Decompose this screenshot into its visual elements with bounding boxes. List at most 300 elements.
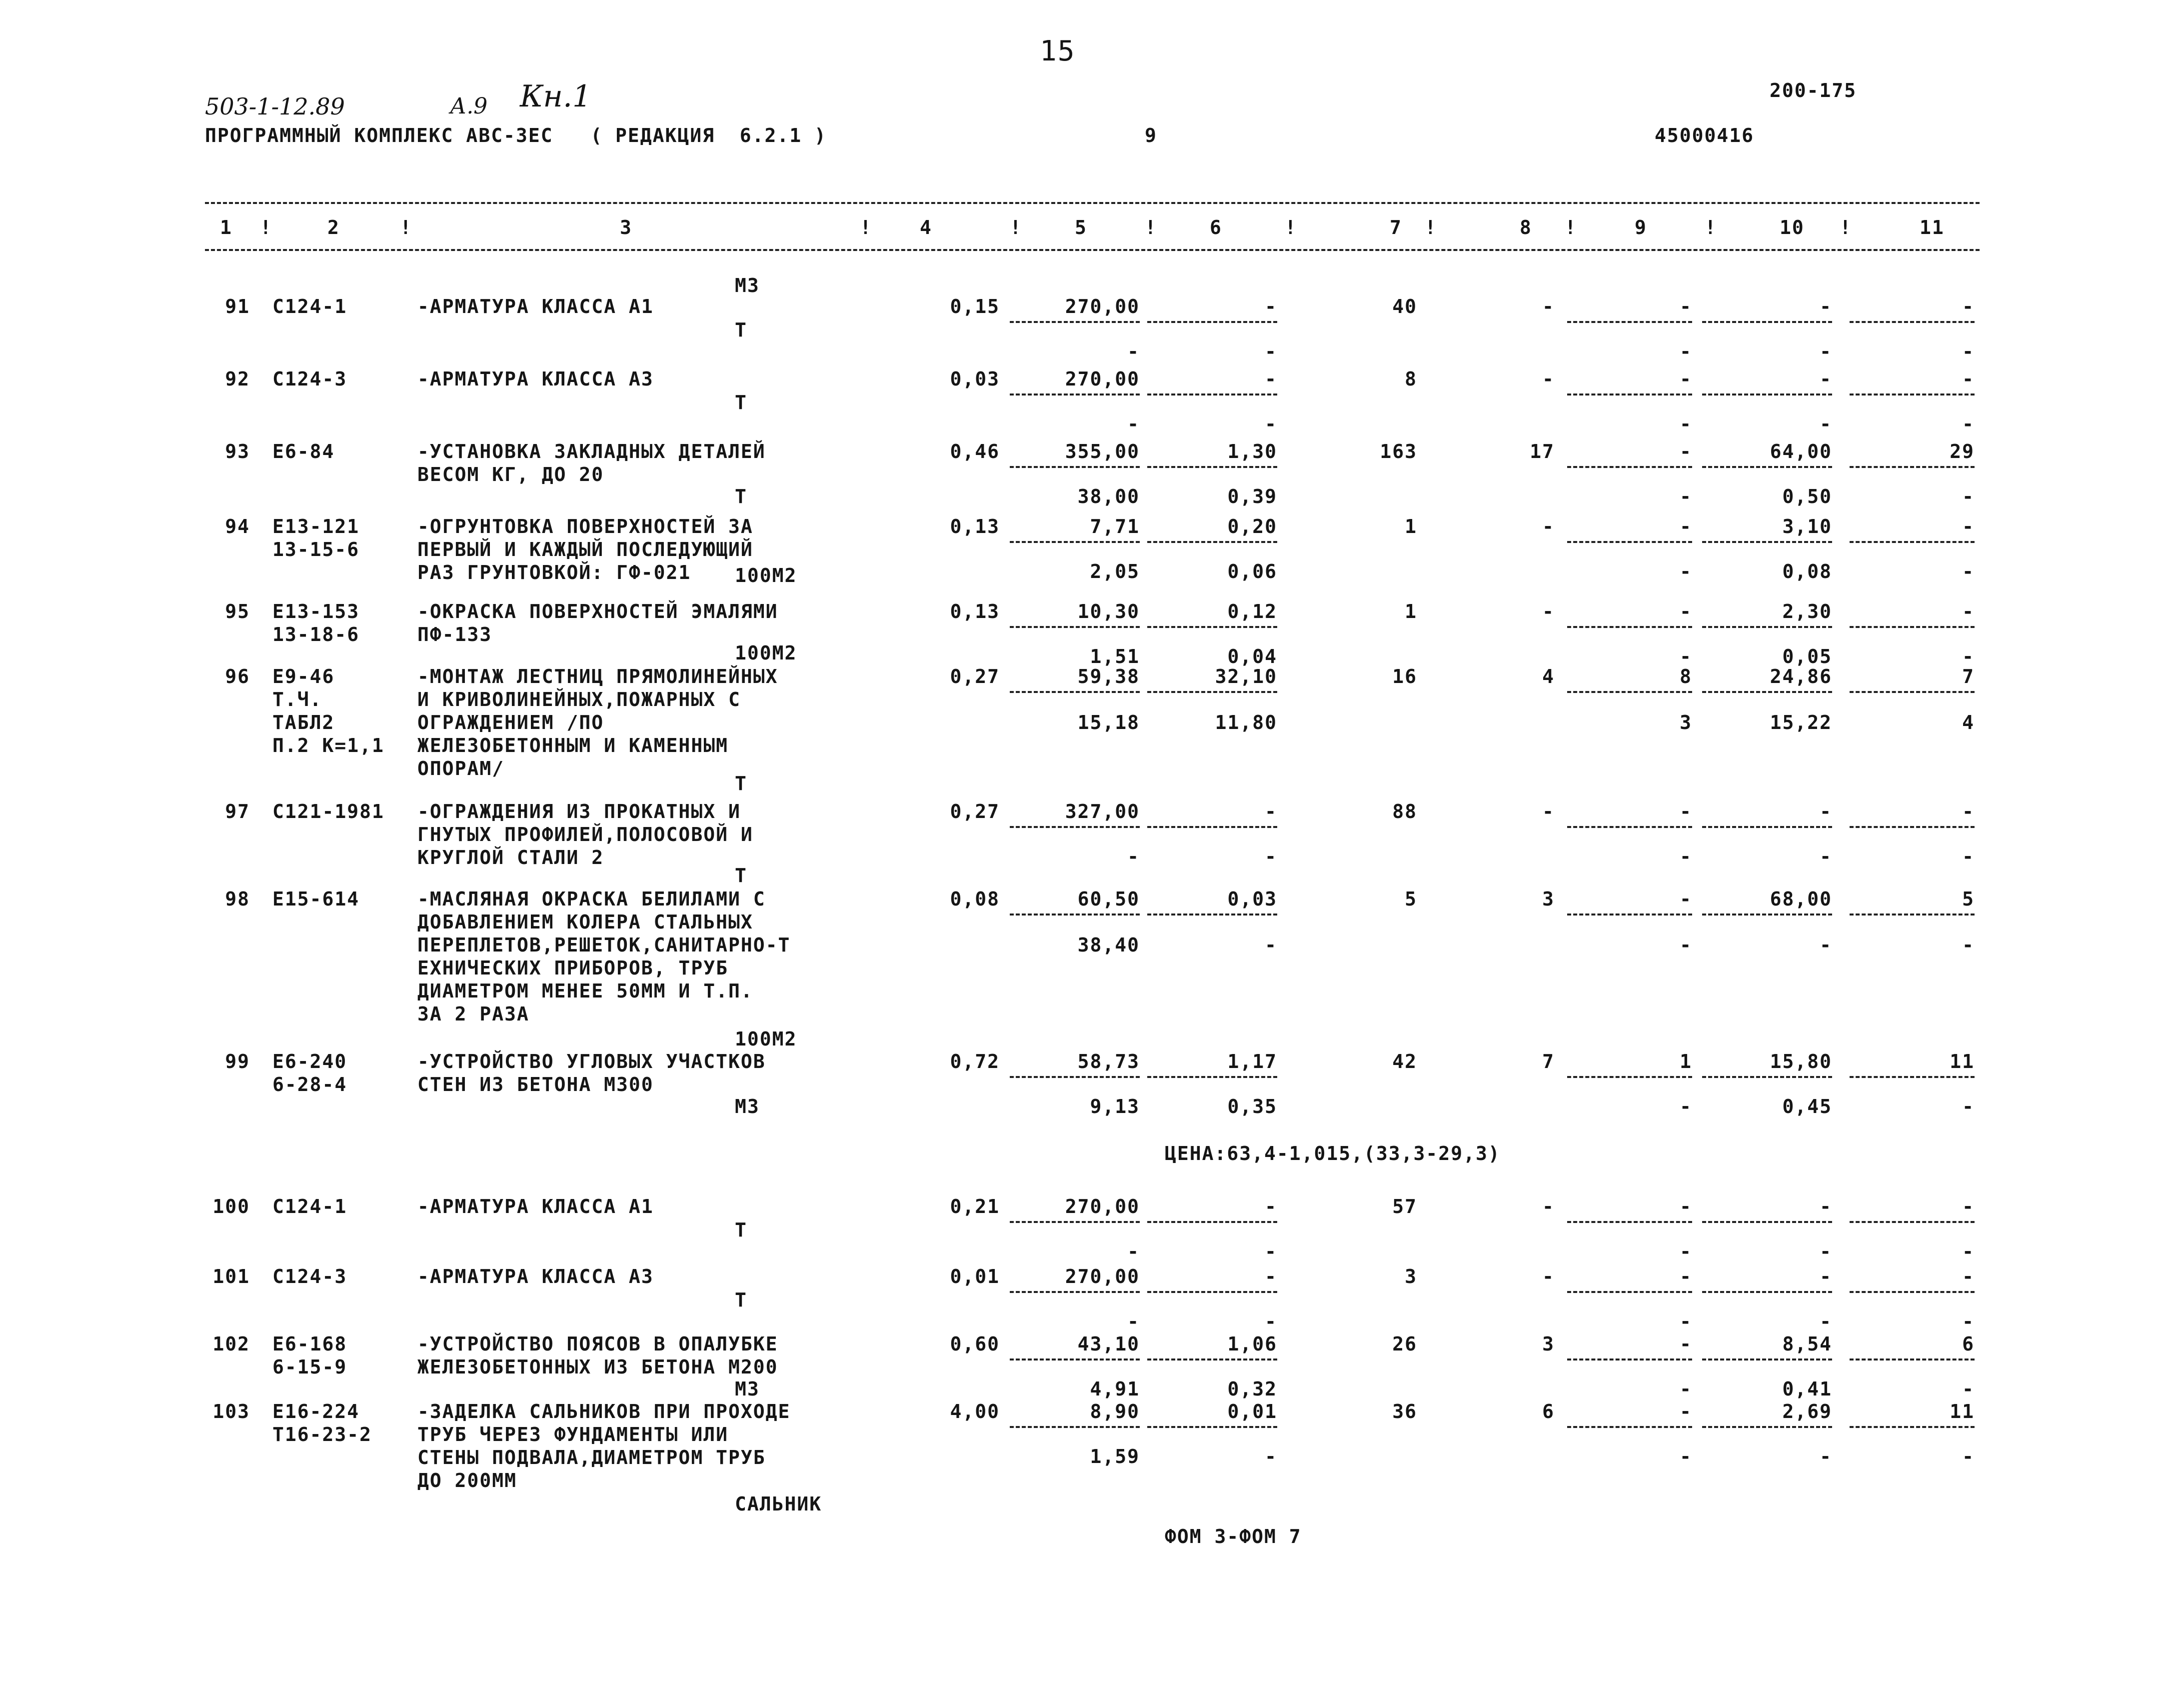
cell-col6: 0,20 [1227,516,1277,538]
cell-col5-second: 1,59 [1090,1446,1140,1468]
cell-col4: 0,13 [950,600,1000,622]
value-underline [1567,541,1692,543]
value-underline [1147,541,1277,543]
row-description: ПФ-133 [417,624,492,646]
row-number: 96 [225,666,250,688]
unit-label: 100М2 [735,642,797,664]
cell-col6: 1,17 [1227,1050,1277,1072]
value-underline [1702,691,1832,693]
cell-col10-second: - [1820,934,1832,956]
cell-col6: 32,10 [1215,666,1277,688]
value-underline [1850,1221,1975,1223]
row-description: ПЕРЕПЛЕТОВ,РЕШЕТОК,САНИТАРНО-Т [417,934,791,956]
value-underline [1850,626,1975,628]
column-separator: ! [1010,216,1022,238]
unit-label: 100М2 [735,1028,797,1050]
column-header-1: 1 [220,216,232,238]
cell-col4: 0,72 [950,1050,1000,1072]
value-underline [1702,1358,1832,1360]
unit-label: М3 [735,1096,760,1118]
cell-col11: 29 [1950,440,1975,462]
document-number: 200-175 [1770,80,1857,102]
cell-col11-second: - [1962,560,1975,582]
cell-col5: 7,71 [1090,516,1140,538]
cell-col11: - [1962,600,1975,622]
row-description: -УСТРОЙСТВО УГЛОВЫХ УЧАСТКОВ [417,1050,766,1072]
value-underline [1010,914,1140,916]
value-underline [1567,691,1692,693]
cell-col7: 36 [1392,1400,1417,1422]
row-description: РАЗ ГРУНТОВКОЙ: ГФ-021 [417,562,691,584]
value-underline [1010,626,1140,628]
unit-label: Т [735,772,747,794]
value-underline [1010,1076,1140,1078]
cell-col5: 270,00 [1065,296,1140,318]
cell-col4: 0,08 [950,888,1000,910]
cell-col10-second: 0,41 [1782,1378,1832,1400]
cell-col4: 4,00 [950,1400,1000,1422]
value-underline [1702,914,1832,916]
unit-label: САЛЬНИК [735,1493,822,1515]
column-header-6: 6 [1210,216,1222,238]
handwritten-book: Кн.1 [520,79,592,114]
footer-note: ФОМ 3-ФОМ 7 [1165,1526,1302,1548]
cell-col8: - [1542,296,1555,318]
cell-col7: 26 [1392,1333,1417,1355]
column-separator: ! [1145,216,1157,238]
value-underline [1702,1426,1832,1428]
cell-col11: - [1962,1196,1975,1218]
row-description: ЗА 2 РАЗА [417,1003,529,1025]
cell-col10: 15,80 [1770,1050,1832,1072]
cell-col4: 0,27 [950,800,1000,822]
cell-col6: 1,06 [1227,1333,1277,1355]
document-code: 45000416 [1655,124,1755,146]
cell-col4: 0,27 [950,666,1000,688]
cell-col10: 24,86 [1770,666,1832,688]
value-underline [1147,826,1277,828]
cell-col11-second: - [1962,846,1975,868]
cell-col8: - [1542,1266,1555,1288]
cell-col11: 11 [1950,1400,1975,1422]
value-underline [1702,1291,1832,1293]
cell-col8: 3 [1542,888,1555,910]
cell-col11-second: - [1962,1378,1975,1400]
cell-col11-second: 4 [1962,712,1975,734]
cell-col11: - [1962,516,1975,538]
row-description: ЖЕЛЕЗОБЕТОННЫМ И КАМЕННЫМ [417,734,728,756]
column-separator: ! [860,216,872,238]
cell-col9-second: - [1680,413,1692,435]
cell-col6: 0,12 [1227,600,1277,622]
row-number: 93 [225,440,250,462]
cell-col9-second: - [1680,846,1692,868]
value-underline [1010,1358,1140,1360]
cell-col9-second: - [1680,1378,1692,1400]
cell-col10: - [1820,296,1832,318]
cell-col10: - [1820,800,1832,822]
cell-col8: 17 [1530,440,1555,462]
cell-col6-second: - [1265,340,1277,362]
cell-col10: 64,00 [1770,440,1832,462]
cell-col11: 5 [1962,888,1975,910]
row-description: -АРМАТУРА КЛАССА А1 [417,296,654,318]
row-description: -УСТРОЙСТВО ПОЯСОВ В ОПАЛУБКЕ [417,1333,778,1355]
cell-col8: - [1542,1196,1555,1218]
value-underline [1567,826,1692,828]
cell-col9: - [1680,888,1692,910]
cell-col11-second: - [1962,340,1975,362]
row-number: 98 [225,888,250,910]
cell-col6: - [1265,296,1277,318]
cell-col7: 42 [1392,1050,1417,1072]
cell-col10: 2,30 [1782,600,1832,622]
cell-col6-second: 0,35 [1227,1096,1277,1118]
row-code: Е13-153 [272,600,360,622]
value-underline [1567,466,1692,468]
cell-col11-second: - [1962,486,1975,508]
cell-col6-second: - [1265,1240,1277,1262]
row-code: 6-15-9 [272,1356,347,1378]
cell-col5: 60,50 [1077,888,1140,910]
cell-col11-second: - [1962,646,1975,668]
row-code: Т16-23-2 [272,1424,372,1446]
value-underline [1567,1076,1692,1078]
cell-col5-second: - [1127,340,1140,362]
cell-col6: - [1265,1196,1277,1218]
value-underline [1147,1291,1277,1293]
page-number: 15 [1040,35,1076,68]
value-underline [1850,691,1975,693]
cell-col10: 68,00 [1770,888,1832,910]
cell-col10-second: 0,50 [1782,486,1832,508]
cell-col11: - [1962,368,1975,390]
cell-col6-second: - [1265,846,1277,868]
cell-col10: 8,54 [1782,1333,1832,1355]
cell-col6-second: - [1265,1446,1277,1468]
cell-col6-second: 0,39 [1227,486,1277,508]
cell-col9: 1 [1680,1050,1692,1072]
cell-col6-second: - [1265,934,1277,956]
cell-col9-second: - [1680,646,1692,668]
cell-col9-second: 3 [1680,712,1692,734]
cell-col9-second: - [1680,1446,1692,1468]
cell-col11-second: - [1962,1446,1975,1468]
value-underline [1567,1358,1692,1360]
value-underline [1010,1426,1140,1428]
cell-col7: 16 [1392,666,1417,688]
row-code: Е6-168 [272,1333,347,1355]
value-underline [1147,1358,1277,1360]
row-code: ТАБЛ2 [272,712,335,734]
cell-col5: 270,00 [1065,368,1140,390]
row-description: -МАСЛЯНАЯ ОКРАСКА БЕЛИЛАМИ С [417,888,766,910]
value-underline [1702,1221,1832,1223]
cell-col9: - [1680,1196,1692,1218]
column-header-8: 8 [1520,216,1532,238]
cell-col9-second: - [1680,340,1692,362]
column-header-4: 4 [920,216,932,238]
row-code: Е16-224 [272,1400,360,1422]
row-number: 102 [212,1333,250,1355]
cell-col9: - [1680,516,1692,538]
cell-col9-second: - [1680,486,1692,508]
value-underline [1702,394,1832,396]
row-code: С124-1 [272,296,347,318]
column-separator: ! [1565,216,1577,238]
row-number: 97 [225,800,250,822]
unit-label: Т [735,319,747,341]
cell-col10-second: 0,45 [1782,1096,1832,1118]
row-code: П.2 К=1,1 [272,734,384,756]
value-underline [1702,826,1832,828]
unit-label: Т [735,1219,747,1241]
row-code: 6-28-4 [272,1074,347,1096]
cell-col5: 8,90 [1090,1400,1140,1422]
header-top-rule [205,202,1980,204]
row-number: 103 [212,1400,250,1422]
cell-col5-second: 15,18 [1077,712,1140,734]
value-underline [1010,1221,1140,1223]
column-separator: ! [1705,216,1717,238]
column-separator: ! [1840,216,1852,238]
column-header-2: 2 [327,216,340,238]
value-underline [1850,541,1975,543]
unit-label: Т [735,392,747,414]
row-description: ДИАМЕТРОМ МЕНЕЕ 50ММ И Т.П. [417,980,753,1002]
value-underline [1567,394,1692,396]
cell-col4: 0,60 [950,1333,1000,1355]
value-underline [1147,321,1277,323]
cell-col9-second: - [1680,560,1692,582]
value-underline [1010,466,1140,468]
cell-col8: - [1542,600,1555,622]
cell-col9-second: - [1680,1310,1692,1332]
cell-col10: 3,10 [1782,516,1832,538]
cell-col10-second: - [1820,1446,1832,1468]
row-description: СТЕНЫ ПОДВАЛА,ДИАМЕТРОМ ТРУБ [417,1446,766,1468]
value-underline [1010,541,1140,543]
cell-col5-second: - [1127,1310,1140,1332]
cell-col8: - [1542,368,1555,390]
value-underline [1147,626,1277,628]
value-underline [1147,394,1277,396]
row-number: 94 [225,516,250,538]
cell-col4: 0,46 [950,440,1000,462]
value-underline [1702,541,1832,543]
cell-col9: 8 [1680,666,1692,688]
cell-col10-second: - [1820,413,1832,435]
cell-col5-second: 4,91 [1090,1378,1140,1400]
cell-col5-second: 38,00 [1077,486,1140,508]
column-header-9: 9 [1635,216,1647,238]
value-underline [1850,914,1975,916]
cell-col10: - [1820,1196,1832,1218]
row-code: С124-1 [272,1196,347,1218]
row-description: -ОКРАСКА ПОВЕРХНОСТЕЙ ЭМАЛЯМИ [417,600,778,622]
value-underline [1850,1358,1975,1360]
value-underline [1850,826,1975,828]
row-description: -МОНТАЖ ЛЕСТНИЦ ПРЯМОЛИНЕЙНЫХ [417,666,778,688]
cell-col11: 11 [1950,1050,1975,1072]
cell-col10-second: - [1820,846,1832,868]
cell-col9: - [1680,1266,1692,1288]
cell-col6: - [1265,368,1277,390]
row-code: Е15-614 [272,888,360,910]
row-description: И КРИВОЛИНЕЙНЫХ,ПОЖАРНЫХ С [417,688,741,710]
handwritten-reference: 503-1-12.89 [205,93,345,120]
row-code: 13-18-6 [272,624,360,646]
cell-col10-second: 0,05 [1782,646,1832,668]
row-description: СТЕН ИЗ БЕТОНА М300 [417,1074,654,1096]
cell-col7: 5 [1405,888,1417,910]
unit-label: Т [735,486,747,508]
unit-label: 100М2 [735,564,797,586]
cell-col7: 57 [1392,1196,1417,1218]
value-underline [1567,1426,1692,1428]
cell-col10-second: - [1820,340,1832,362]
row-number: 101 [212,1266,250,1288]
cell-col6: - [1265,1266,1277,1288]
row-description: ТРУБ ЧЕРЕЗ ФУНДАМЕНТЫ ИЛИ [417,1424,728,1446]
cell-col8: 6 [1542,1400,1555,1422]
value-underline [1567,321,1692,323]
value-underline [1702,626,1832,628]
cell-col7: 3 [1405,1266,1417,1288]
cell-col4: 0,13 [950,516,1000,538]
value-underline [1010,826,1140,828]
value-underline [1850,1291,1975,1293]
cell-col9: - [1680,440,1692,462]
cell-col6-second: - [1265,1310,1277,1332]
cell-col9: - [1680,1333,1692,1355]
value-underline [1850,1426,1975,1428]
row-number: 91 [225,296,250,318]
cell-col6-second: - [1265,413,1277,435]
cell-col9: - [1680,600,1692,622]
cell-col11-second: - [1962,1240,1975,1262]
row-description: -АРМАТУРА КЛАССА А3 [417,368,654,390]
cell-col10: - [1820,1266,1832,1288]
value-underline [1850,1076,1975,1078]
row-code: С121-1981 [272,800,384,822]
cell-col5: 270,00 [1065,1196,1140,1218]
cell-col5: 59,38 [1077,666,1140,688]
cell-col8: 7 [1542,1050,1555,1072]
value-underline [1010,1291,1140,1293]
cell-col11-second: - [1962,1096,1975,1118]
row-description: ОГРАЖДЕНИЕМ /ПО [417,712,604,734]
unit-label: Т [735,1289,747,1311]
value-underline [1147,1426,1277,1428]
cell-col6: 0,03 [1227,888,1277,910]
column-header-5: 5 [1075,216,1087,238]
cell-col9-second: - [1680,934,1692,956]
cell-col9: - [1680,800,1692,822]
cell-col6: 1,30 [1227,440,1277,462]
row-description: -УСТАНОВКА ЗАКЛАДНЫХ ДЕТАЛЕЙ [417,440,766,462]
value-underline [1147,1221,1277,1223]
value-underline [1147,466,1277,468]
cell-col5: 327,00 [1065,800,1140,822]
cell-col11-second: - [1962,934,1975,956]
row-number: 95 [225,600,250,622]
cell-col6-second: 0,04 [1227,646,1277,668]
row-code: Е13-121 [272,516,360,538]
cell-col5: 355,00 [1065,440,1140,462]
unit-label: М3 [735,1378,760,1400]
cell-col10-second: 15,22 [1770,712,1832,734]
price-note: ЦЕНА:63,4-1,015,(33,3-29,3) [1165,1142,1501,1164]
value-underline [1147,914,1277,916]
column-separator: ! [1285,216,1297,238]
cell-col11: 7 [1962,666,1975,688]
handwritten-album: А.9 [450,94,488,119]
row-description: -ОГРУНТОВКА ПОВЕРХНОСТЕЙ ЗА [417,516,753,538]
value-underline [1010,394,1140,396]
cell-col7: 8 [1405,368,1417,390]
cell-col5-second: - [1127,1240,1140,1262]
value-underline [1702,466,1832,468]
value-underline [1567,1291,1692,1293]
cell-col9: - [1680,1400,1692,1422]
cell-col10: 2,69 [1782,1400,1832,1422]
row-description: КРУГЛОЙ СТАЛИ 2 [417,846,604,868]
cell-col7: 88 [1392,800,1417,822]
cell-col4: 0,01 [950,1266,1000,1288]
row-description: ЖЕЛЕЗОБЕТОННЫХ ИЗ БЕТОНА М200 [417,1356,778,1378]
column-header-3: 3 [620,216,632,238]
cell-col9-second: - [1680,1096,1692,1118]
cell-col9: - [1680,296,1692,318]
row-number: 100 [212,1196,250,1218]
row-description: ЕХНИЧЕСКИХ ПРИБОРОВ, ТРУБ [417,957,728,979]
row-description: -АРМАТУРА КЛАССА А3 [417,1266,654,1288]
cell-col10: - [1820,368,1832,390]
cell-col5: 10,30 [1077,600,1140,622]
cell-col7: 40 [1392,296,1417,318]
value-underline [1010,691,1140,693]
row-number: 92 [225,368,250,390]
row-code: Е9-46 [272,666,335,688]
cell-col10-second: - [1820,1240,1832,1262]
cell-col6: 0,01 [1227,1400,1277,1422]
value-underline [1702,321,1832,323]
cell-col11: - [1962,800,1975,822]
row-code: 13-15-6 [272,538,360,560]
cell-col9: - [1680,368,1692,390]
value-underline [1010,321,1140,323]
sheet-number: 9 [1145,124,1157,146]
row-description: -ОГРАЖДЕНИЯ ИЗ ПРОКАТНЫХ И [417,800,741,822]
cell-col9-second: - [1680,1240,1692,1262]
row-code: Т.Ч. [272,688,322,710]
cell-col11: 6 [1962,1333,1975,1355]
cell-col4: 0,15 [950,296,1000,318]
column-separator: ! [1425,216,1437,238]
unit-label: Т [735,864,747,886]
value-underline [1567,626,1692,628]
row-description: ГНУТЫХ ПРОФИЛЕЙ,ПОЛОСОВОЙ И [417,824,753,846]
cell-col5-second: 9,13 [1090,1096,1140,1118]
unit-label: М3 [735,274,760,296]
cell-col10-second: 0,08 [1782,560,1832,582]
cell-col11: - [1962,296,1975,318]
cell-col8: 3 [1542,1333,1555,1355]
cell-col4: 0,21 [950,1196,1000,1218]
row-number: 99 [225,1050,250,1072]
column-separator: ! [400,216,412,238]
